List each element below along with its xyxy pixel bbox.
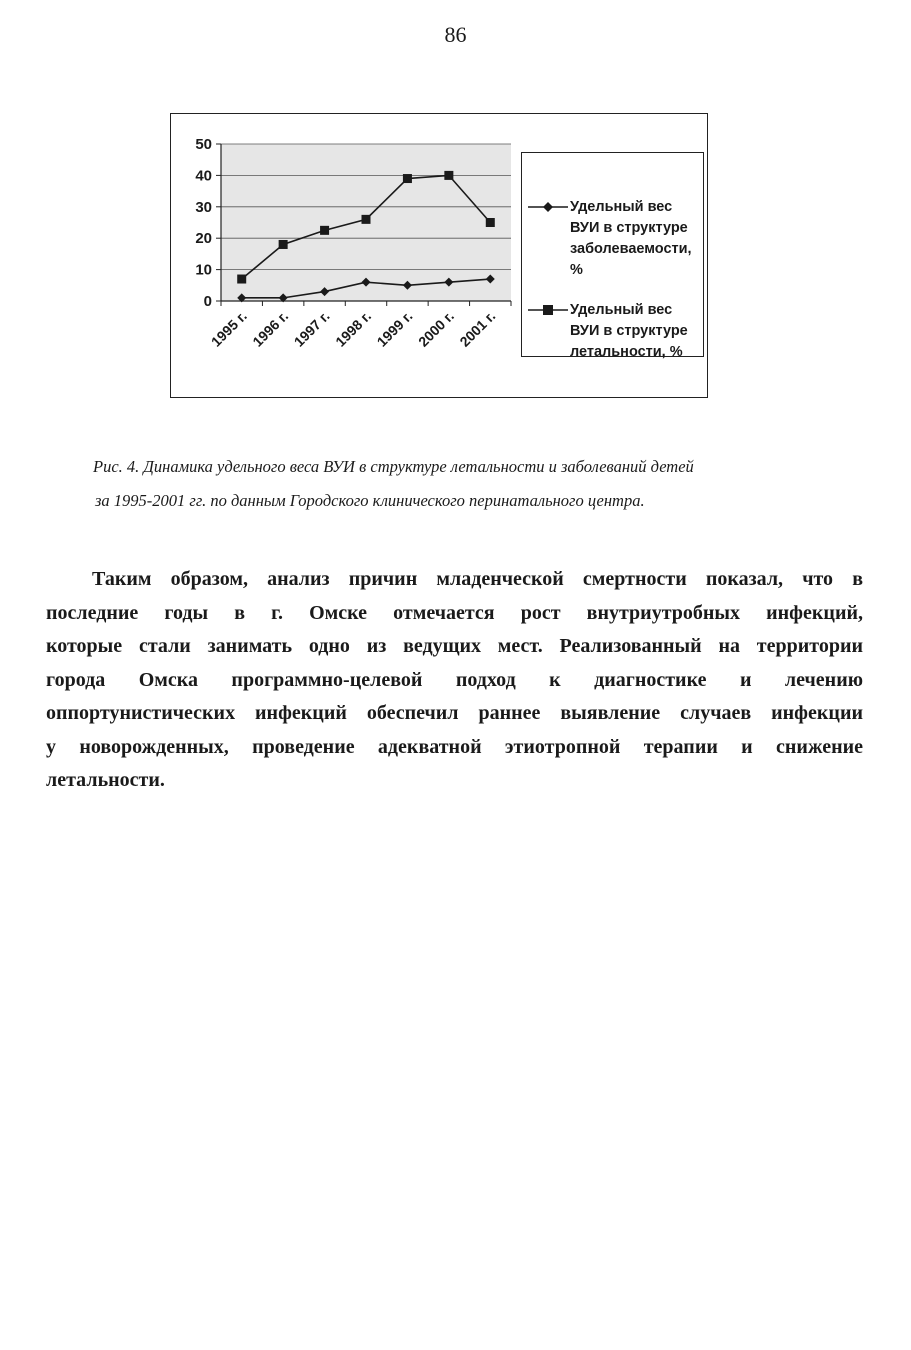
body-line: последние годы в г. Омске отмечается рост внутриутробных инфекций, bbox=[46, 601, 863, 624]
body-paragraph bbox=[46, 563, 863, 798]
chart-frame bbox=[170, 113, 708, 398]
x-tick-label: 1995 г. bbox=[207, 307, 250, 350]
y-tick-label: 30 bbox=[195, 198, 212, 216]
body-line: у новорожденных, проведение адекватной этиотропной терапии и снижение bbox=[46, 735, 863, 758]
data-point-mortality bbox=[486, 218, 495, 227]
y-tick-label: 40 bbox=[195, 167, 212, 185]
y-tick-label: 0 bbox=[203, 293, 212, 310]
data-point-mortality bbox=[237, 275, 246, 284]
legend-label-mortality bbox=[570, 300, 700, 363]
caption-line: за 1995-2001 гг. по данным Городского клинического перинатального центра. bbox=[95, 491, 645, 510]
x-tick-label: 2001 г. bbox=[456, 307, 499, 350]
chart-legend bbox=[521, 152, 704, 360]
y-tick-label: 20 bbox=[195, 230, 212, 248]
body-line: которые стали занимать одно из ведущих мест. Реализованный на территории bbox=[46, 635, 863, 657]
legend-line: ВУИ в структуре bbox=[570, 220, 688, 236]
caption-line: Рис. 4. Динамика удельного веса ВУИ в структуре летальности и заболеваний детей bbox=[93, 457, 694, 476]
body-line: оппортунистических инфекций обеспечил раннее выявление случаев инфекции bbox=[46, 702, 863, 724]
body-line: летальности. bbox=[46, 769, 165, 791]
diamond-marker-icon bbox=[528, 201, 568, 213]
body-line: Таким образом, анализ причин младенческой смертности показал, что в bbox=[92, 568, 863, 590]
x-tick-label: 1998 г. bbox=[332, 307, 375, 350]
legend-line: Удельный вес bbox=[570, 199, 673, 215]
legend-line: % bbox=[570, 262, 583, 278]
legend-line: летальности, % bbox=[570, 344, 683, 360]
legend-line: Удельный вес bbox=[570, 302, 673, 318]
page-number: 86 bbox=[444, 22, 467, 47]
x-tick-label: 1996 г. bbox=[249, 307, 292, 350]
square-marker-icon bbox=[528, 304, 568, 316]
data-point-mortality bbox=[362, 215, 371, 224]
data-point-mortality bbox=[279, 240, 288, 249]
legend-line: ВУИ в структуре bbox=[570, 323, 688, 339]
legend-line: заболеваемости, bbox=[570, 241, 692, 257]
data-point-mortality bbox=[320, 226, 329, 235]
y-tick-label: 10 bbox=[195, 261, 212, 279]
x-tick-label: 1997 г. bbox=[290, 307, 333, 350]
x-tick-label: 2000 г. bbox=[415, 307, 457, 350]
legend-label-morbidity bbox=[570, 197, 700, 281]
figure-caption bbox=[93, 450, 873, 518]
y-tick-label: 50 bbox=[195, 136, 212, 153]
x-tick-label: 1999 г. bbox=[373, 307, 416, 350]
data-point-mortality bbox=[403, 174, 412, 183]
body-line: города Омска программно-целевой подход к диагностике и лечению bbox=[46, 668, 863, 691]
data-point-mortality bbox=[444, 171, 453, 180]
